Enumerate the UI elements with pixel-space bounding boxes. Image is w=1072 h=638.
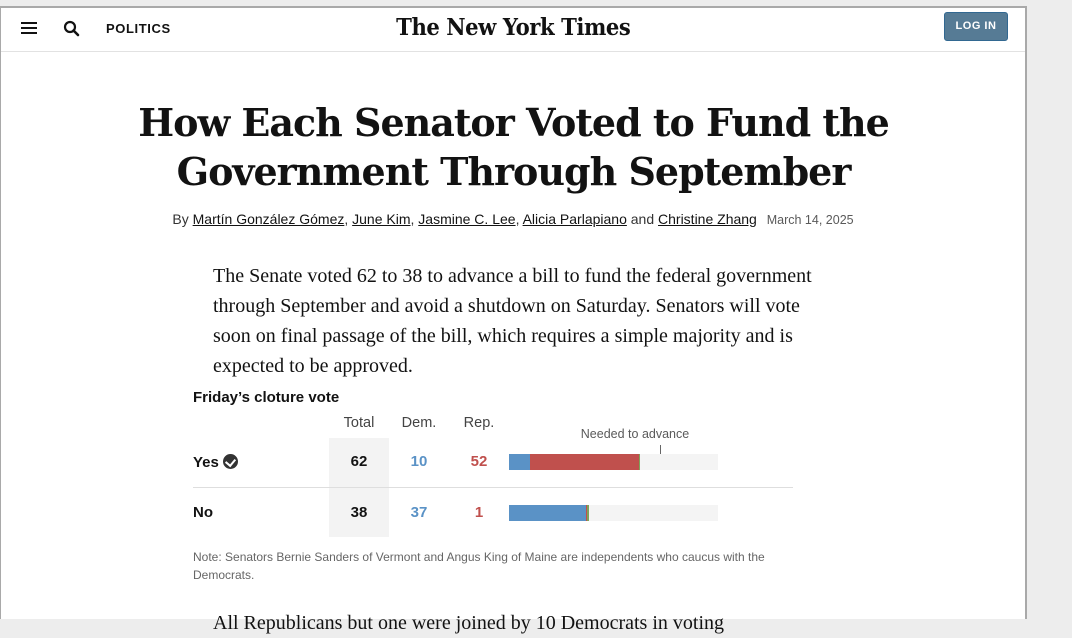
threshold-label: Needed to advance [580, 427, 690, 441]
site-header [1, 8, 1025, 52]
no-total: 38 [350, 504, 368, 521]
vote-row-yes-label: Yes [193, 454, 238, 471]
no-bar-ind-segment [587, 505, 589, 521]
nyt-logo[interactable]: The New York Times [395, 14, 631, 41]
byline-prefix: By [172, 211, 189, 227]
yes-bar-dem-segment [509, 454, 530, 470]
byline-and: and [630, 211, 655, 227]
yes-bar-rep-segment [530, 454, 639, 470]
article-paragraph: All Republicans but one were joined by 10 Democrats in voting [213, 612, 725, 634]
no-rep: 1 [474, 504, 484, 521]
author-link[interactable]: Alicia Parlapiano [522, 211, 627, 227]
headline: How Each Senator Voted to Fund the Government Through September [138, 100, 889, 194]
section-link-politics[interactable]: POLITICS [106, 21, 171, 36]
yes-rep: 52 [470, 453, 488, 470]
no-bar-dem-segment [509, 505, 586, 521]
page-frame [0, 6, 1027, 634]
article-summary: The Senate voted 62 to 38 to advance a bill to fund the federal government through September and avoid a shutdown on Saturday. Senators will vote soon on final passage of the bill, which requires a simple majority and is expected to be approved. [213, 265, 812, 377]
yes-bar-ind-segment [639, 454, 640, 470]
author-link[interactable]: Martín González Gómez [192, 211, 345, 227]
row-divider [193, 487, 793, 488]
author-link[interactable]: Christine Zhang [658, 211, 757, 227]
vote-table-title: Friday’s cloture vote [193, 389, 340, 406]
column-header-rep: Rep. [463, 415, 495, 431]
vote-row-no-label: No [193, 504, 213, 521]
yes-total: 62 [350, 453, 368, 470]
login-button[interactable]: LOG IN [944, 12, 1008, 41]
vote-note: Note: Senators Bernie Sanders of Vermont and Angus King of Maine are independents who caucus with the Democrats. [193, 550, 765, 582]
author-link[interactable]: June Kim [352, 211, 411, 227]
column-header-total: Total [343, 415, 375, 431]
yes-vote-bar [509, 454, 718, 470]
check-icon [223, 454, 238, 469]
yes-dem: 10 [410, 453, 428, 470]
byline: By Martín González Gómez, June Kim, Jasmine C. Lee, Alicia Parlapiano and Christine Zhang March 14, 2025 [172, 211, 854, 227]
author-link[interactable]: Jasmine C. Lee [418, 211, 516, 227]
no-dem: 37 [410, 504, 428, 521]
column-header-dem: Dem. [401, 415, 437, 431]
publish-date: March 14, 2025 [766, 213, 854, 227]
no-vote-bar [509, 505, 718, 521]
